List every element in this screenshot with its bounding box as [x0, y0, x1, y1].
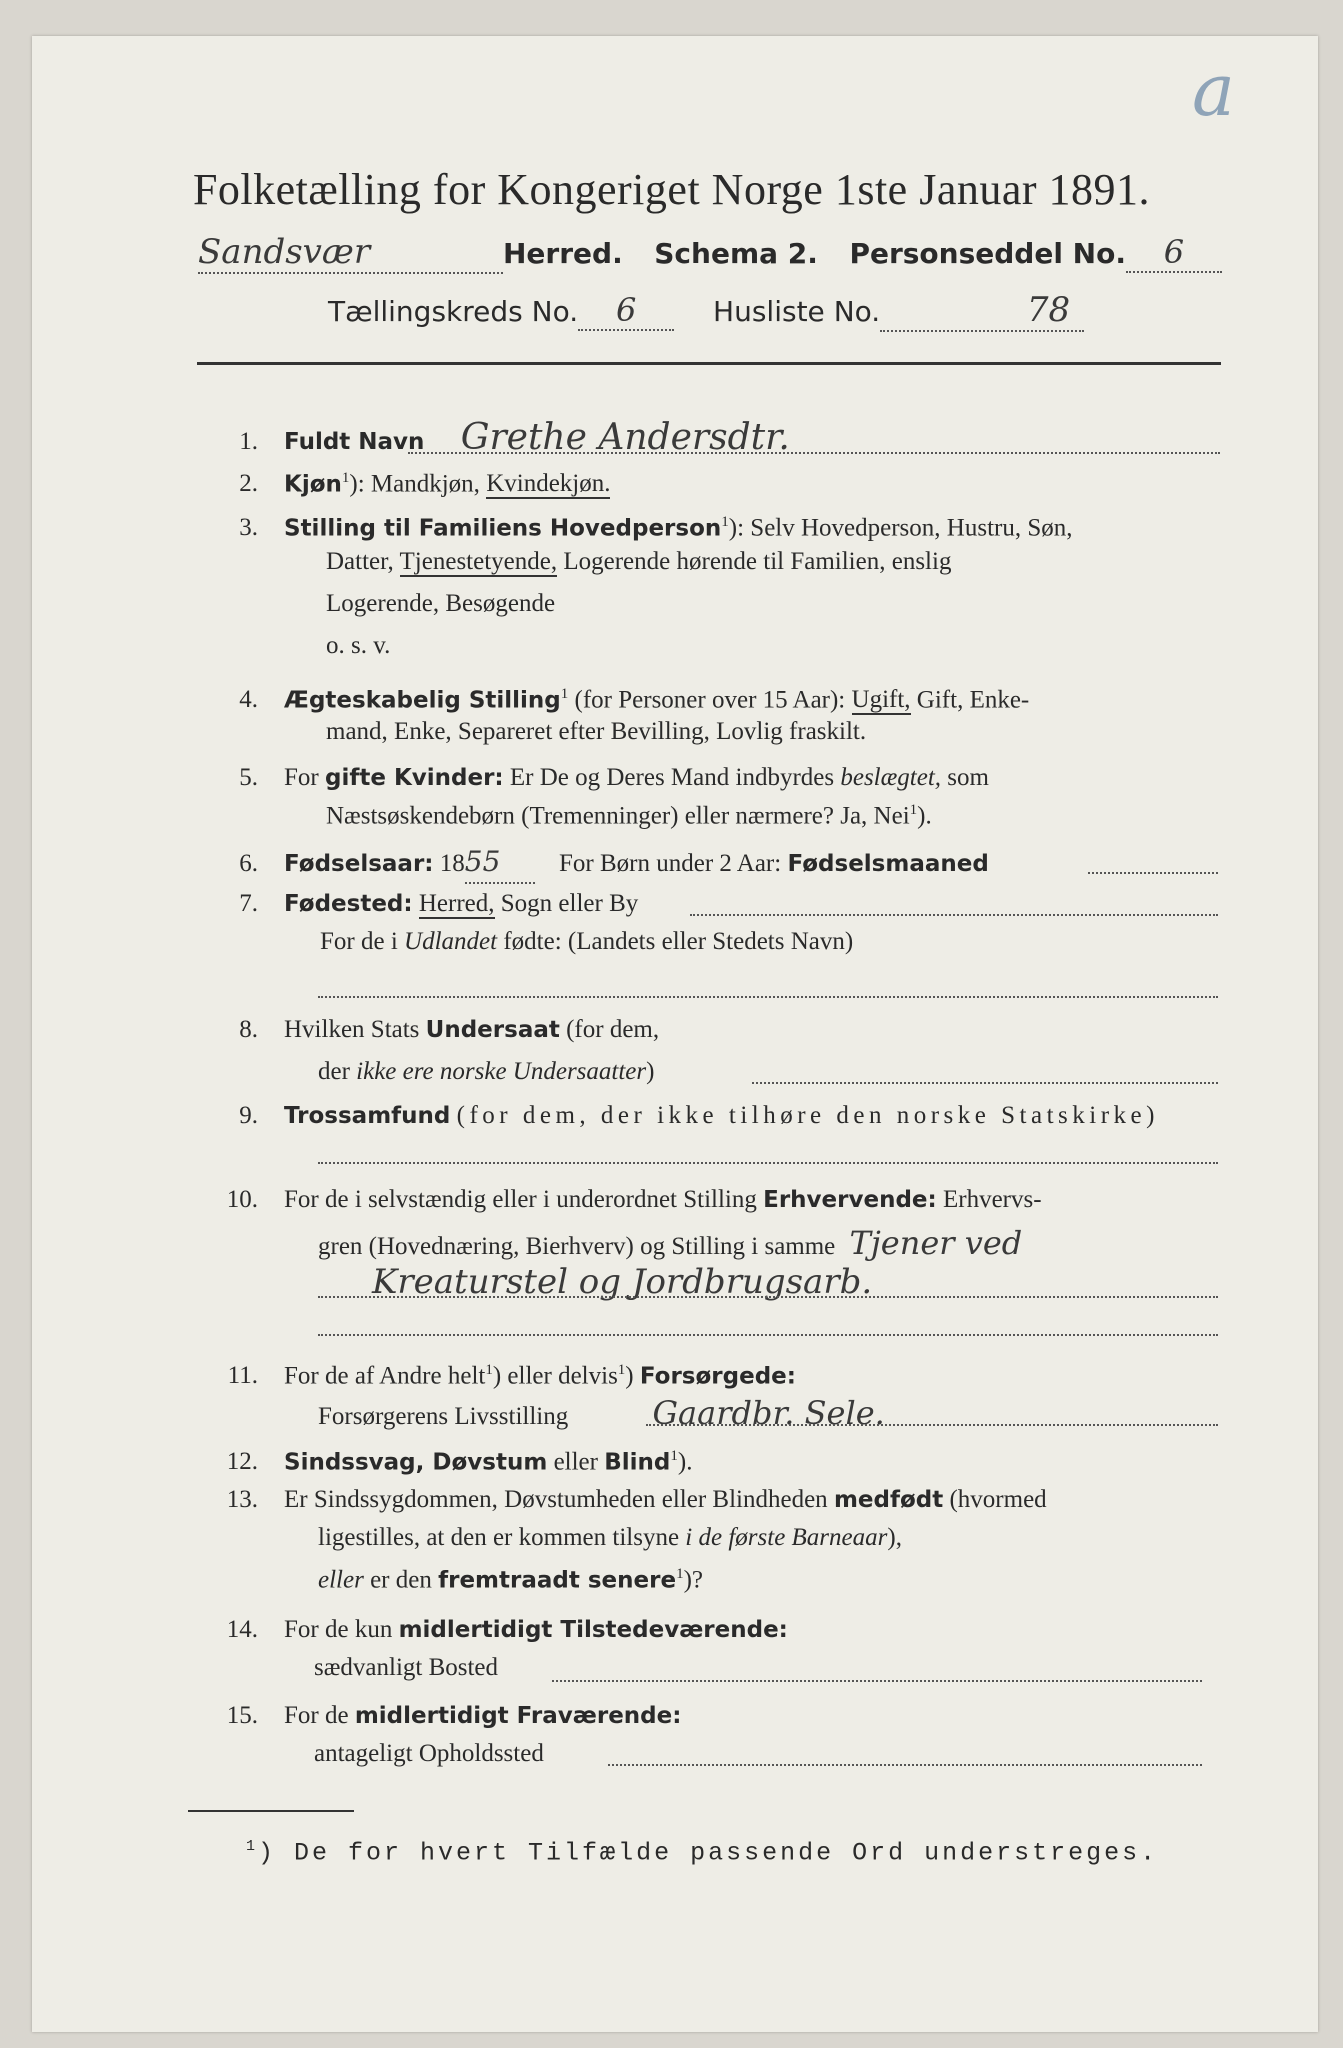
q2-kvindekjon-underlined: Kvindekjøn.	[486, 470, 611, 498]
q7-dotted-line-2	[318, 996, 1218, 998]
q2-label: Kjøn	[284, 471, 342, 498]
q13-line2-text: ligestilles, at den er kommen tilsyne	[318, 1524, 680, 1551]
q15-text: For de	[284, 1702, 349, 1729]
question-9	[190, 1096, 1159, 1136]
q3-line2	[326, 548, 951, 576]
q13-line2-end: ),	[887, 1524, 902, 1551]
q3-number: 3.	[239, 514, 258, 542]
q3-line1: ): Selv Hovedperson, Hustru, Søn,	[728, 514, 1073, 542]
q7-number: 7.	[239, 890, 258, 917]
q5-line2-text: Næstsøskendebørn (Tremenninger) eller nærmere? Ja, Nei	[326, 802, 910, 830]
personseddel-label: Personseddel No.	[849, 237, 1126, 270]
q6-dotted-line	[1088, 872, 1218, 874]
question-13	[190, 1480, 1047, 1520]
q15-line2: antageligt Opholdssted	[314, 1740, 544, 1767]
q4-gift-enke: Gift, Enke-	[916, 686, 1030, 714]
question-14	[190, 1610, 788, 1650]
q3-logerende-text: Logerende hørende til Familien, enslig	[563, 548, 952, 575]
q4-number: 4.	[239, 686, 258, 714]
q10-erhvervs: Erhvervs-	[942, 1186, 1042, 1213]
q5-for: For	[284, 764, 319, 791]
question-2	[190, 458, 610, 504]
husliste-value: 78	[880, 290, 1084, 332]
q8-close: )	[646, 1058, 655, 1085]
husliste-label: Husliste No.	[713, 295, 881, 328]
q12-label: Sindssvag, Døvstum	[284, 1449, 548, 1476]
q10-answer-1: Tjener ved	[849, 1224, 1023, 1262]
schema-label: Schema 2.	[654, 237, 818, 270]
q4-sup: 1	[560, 686, 569, 702]
q8-for-dem: (for dem,	[566, 1016, 660, 1043]
q10-answer-2: Kreaturstel og Jordbrugsarb.	[372, 1262, 873, 1302]
q2-sup: 1	[341, 470, 350, 486]
q5-sup: 1	[909, 802, 918, 818]
q4-ugift-underlined: Ugift,	[851, 686, 911, 714]
question-5	[190, 758, 989, 798]
q6-label: Fødselsaar:	[284, 851, 434, 877]
q13-hvormed: (hvormed	[949, 1486, 1047, 1513]
q11-answer: Gaardbr. Sele.	[652, 1394, 885, 1432]
q8-line2	[318, 1058, 654, 1086]
q6-year-value: 55	[465, 842, 535, 884]
q10-dotted-line-1	[318, 1296, 1218, 1298]
q1-answer-name: Grethe Andersdtr.	[460, 417, 790, 458]
q2-number: 2.	[239, 470, 258, 498]
q7-fodte: fødte: (Landets eller Stedets Navn)	[503, 928, 854, 955]
q8-ikke-norske: ikke ere norske Undersaatter	[356, 1058, 647, 1085]
q3-datter: Datter,	[326, 548, 394, 575]
q11-line2	[318, 1394, 885, 1432]
q8-undersaat: Undersaat	[425, 1017, 560, 1043]
q15-dotted-line	[608, 1764, 1202, 1766]
question-10	[190, 1180, 1042, 1220]
q13-fremtraadt: fremtraadt senere	[438, 1567, 677, 1594]
q7-line2	[320, 928, 853, 956]
footnote-text: ) De for hvert Tilfælde passende Ord understreges.	[258, 1838, 1159, 1868]
q9-text: (for dem, der ikke tilhøre den norske Statskirke)	[456, 1102, 1159, 1129]
q1-label: Fuldt Navn	[284, 429, 425, 455]
q6-text: For Børn under 2 Aar:	[559, 850, 782, 877]
q13-text: Er Sindssygdommen, Døvstumheden eller Blindheden	[284, 1486, 828, 1513]
q13-eller: eller	[318, 1566, 364, 1594]
q14-dotted-line	[552, 1680, 1202, 1682]
q3-line3: Logerende, Besøgende	[326, 590, 556, 617]
q5-number: 5.	[239, 764, 258, 791]
q15-number: 15.	[226, 1702, 258, 1729]
kreds-value: 6	[578, 291, 674, 331]
header-row-1	[198, 232, 1222, 274]
q11-sup-2: 1	[617, 1362, 626, 1378]
q7-udlandet: Udlandet	[404, 928, 498, 955]
q5-beslaegtet: beslægtet,	[840, 764, 942, 791]
q3-sup: 1	[721, 514, 729, 530]
q11-text: For de af Andre helt	[284, 1362, 486, 1390]
q2-mandkjon: ): Mandkjøn,	[349, 470, 480, 498]
q10-text: For de i selvstændig eller i underordnet Stilling	[284, 1186, 757, 1213]
q6-year-prefix: 18	[439, 850, 465, 877]
q9-number: 9.	[239, 1102, 258, 1129]
form-title: Folketælling for Kongeriget Norge 1ste Januar 1891.	[192, 165, 1151, 214]
question-7	[190, 884, 638, 924]
footnote-divider	[188, 1810, 354, 1812]
q1-number: 1.	[239, 428, 258, 455]
q7-sogn-by: Sogn eller By	[500, 890, 639, 917]
q10-line2-text: gren (Hovednæring, Bierhverv) og Stilling i samme	[318, 1233, 836, 1260]
q13-barneaar: i de første Barneaar	[685, 1524, 888, 1551]
q14-number: 14.	[226, 1616, 258, 1643]
question-1	[190, 418, 790, 462]
q10-line2	[318, 1224, 1022, 1262]
q12-end: ).	[677, 1448, 693, 1476]
q11-delvis: ) eller delvis	[492, 1362, 618, 1390]
q12-number: 12.	[226, 1448, 258, 1476]
q11-dotted-line	[646, 1424, 1218, 1426]
q7-herred-underlined: Herred,	[418, 890, 495, 917]
q5-line2	[326, 802, 932, 830]
personseddel-value: 6	[1126, 233, 1222, 273]
question-11	[190, 1350, 796, 1396]
herred-value: Sandsvær	[198, 232, 503, 274]
q8-text: Hvilken Stats	[284, 1016, 420, 1043]
q1-dotted-line	[408, 452, 1220, 454]
q3-label: Stilling til Familiens Hovedperson	[284, 515, 722, 542]
q13-number: 13.	[226, 1486, 258, 1513]
question-6	[190, 842, 989, 884]
q6-label2: Fødselsmaaned	[787, 851, 989, 877]
kreds-label: Tællingskreds No.	[328, 295, 579, 328]
q15-label: midlertidigt Fraværende:	[354, 1703, 682, 1729]
q4-text: (for Personer over 15 Aar):	[574, 686, 846, 714]
q5-line2-end: ).	[917, 802, 932, 830]
q7-label: Fødested:	[284, 891, 413, 917]
q5-label: gifte Kvinder:	[324, 765, 504, 791]
q12-eller: eller	[553, 1448, 598, 1476]
q11-forsorgede: Forsørgede:	[639, 1363, 796, 1390]
question-12	[190, 1436, 692, 1482]
q8-dotted-line	[752, 1082, 1218, 1084]
q10-number: 10.	[226, 1186, 258, 1213]
question-8	[190, 1010, 659, 1050]
q13-line3	[318, 1566, 703, 1594]
q10-dotted-line-2	[318, 1334, 1218, 1336]
q12-blind: Blind	[604, 1449, 671, 1476]
q14-label: midlertidigt Tilstedeværende:	[398, 1617, 788, 1643]
footnote-sup: 1	[246, 1838, 259, 1855]
q13-sup: 1	[676, 1566, 684, 1582]
question-3	[190, 502, 1073, 548]
q9-dotted-line	[318, 1162, 1218, 1164]
header-row-2	[328, 290, 1084, 332]
q4-label: Ægteskabelig Stilling	[284, 687, 561, 714]
q11-sup-1: 1	[485, 1362, 493, 1378]
q14-line2: sædvanligt Bosted	[314, 1654, 499, 1681]
q4-line2: mand, Enke, Separeret efter Bevilling, Lovlig fraskilt.	[326, 718, 867, 745]
q3-tjenestetyende-underlined: Tjenestetyende,	[399, 548, 558, 575]
q5-text: Er De og Deres Mand indbyrdes	[509, 764, 835, 791]
q7-for-de-i: For de i	[320, 928, 398, 955]
q6-number: 6.	[239, 850, 258, 877]
q3-line4: o. s. v.	[326, 632, 391, 659]
q13-medfodt: medfødt	[833, 1487, 944, 1513]
herred-label: Herred.	[503, 237, 623, 270]
q8-number: 8.	[239, 1016, 258, 1043]
question-15	[190, 1696, 681, 1736]
q14-text: For de kun	[284, 1616, 393, 1643]
q13-er-den: er den	[370, 1566, 432, 1594]
q11-close: )	[625, 1362, 634, 1390]
q9-label: Trossamfund	[284, 1103, 451, 1129]
corner-handwritten-mark: a	[1192, 48, 1235, 132]
q5-som: som	[947, 764, 989, 791]
question-4	[190, 674, 1029, 720]
q7-dotted-line-1	[690, 914, 1218, 916]
q11-number: 11.	[227, 1362, 258, 1390]
q13-line2	[318, 1524, 902, 1552]
q11-line2-text: Forsørgerens Livsstilling	[318, 1403, 569, 1430]
q12-sup: 1	[670, 1448, 678, 1464]
q10-erhvervende: Erhvervende:	[763, 1187, 937, 1213]
q8-der: der	[318, 1058, 350, 1085]
footnote	[246, 1838, 1158, 1867]
q13-end: )?	[683, 1566, 703, 1594]
header-divider	[197, 362, 1221, 365]
